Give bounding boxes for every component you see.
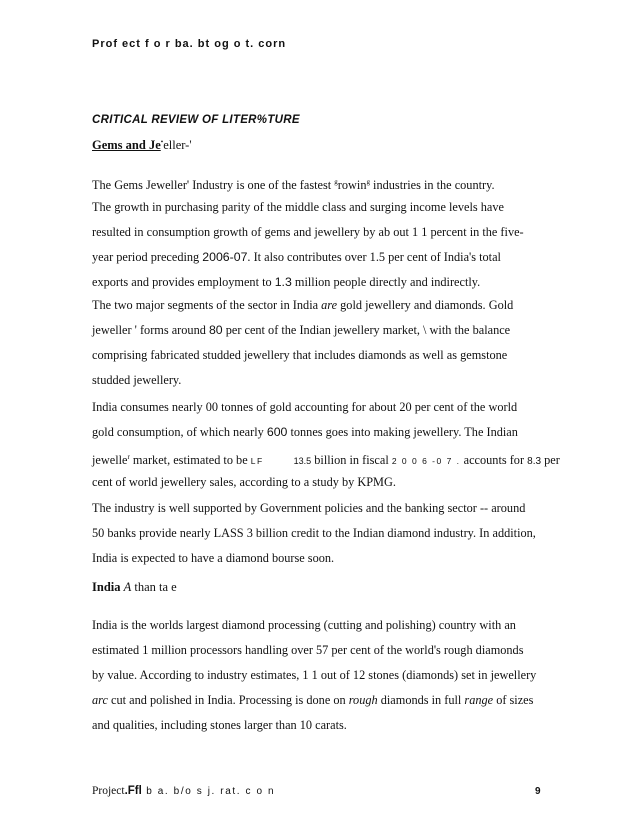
text-line (92, 270, 552, 295)
footer-site: b a. b/o s j. rat. c o n (141, 786, 276, 797)
text-line: The industry is well supported by Government policies and the banking sector -- around (92, 501, 526, 515)
text-span: cut and polished in India. Processing is done on (107, 693, 349, 707)
italic-text: rough (348, 693, 378, 707)
text-span: The two major segments of the sector in India (92, 298, 322, 312)
number-text: 1.3 (274, 275, 292, 289)
number-text: 80 (208, 323, 223, 337)
paragraph-2 (92, 293, 552, 393)
number-text: 8.3 (527, 456, 542, 468)
text-line (92, 445, 560, 470)
text-sup: r (127, 453, 130, 461)
subheading-rest: than ta e (131, 580, 177, 594)
page-footer (92, 785, 275, 797)
text-span: per (541, 453, 560, 468)
year-text: 2006-07 (202, 250, 248, 264)
page-header: Prof ect f o r ba. bt og o t. corn (92, 38, 287, 50)
text-line: cent of world jewellery sales, according to a study by KPMG. (92, 475, 396, 489)
text-line: India is expected to have a diamond bourse soon. (92, 551, 335, 565)
italic-text: arc (92, 693, 108, 707)
subheading-india-advantage (92, 580, 177, 595)
text-span: year period preceding (92, 250, 203, 264)
text-span: gold jewellery and diamonds. Gold (337, 298, 514, 312)
text-line (92, 245, 552, 270)
italic-text: are (321, 298, 338, 312)
text-line: and qualities, including stones larger than 10 carats. (92, 718, 347, 732)
page-number: 9 (535, 786, 541, 797)
text-sup: g (334, 178, 338, 186)
number-text: 600 (266, 425, 288, 439)
text-span: tonnes goes into making jewellery. The Indian (287, 425, 518, 439)
footer-mark: .Ffl (124, 785, 142, 797)
subheading-italic: A (123, 580, 132, 594)
text-line: India consumes nearly 00 tonnes of gold accounting for about 20 per cent of the world (92, 400, 518, 414)
subheading-gems-jewellery (92, 138, 192, 153)
text-line (92, 318, 552, 343)
text-line: 50 banks provide nearly LASS 3 billion credit to the Indian diamond industry. In addition, (92, 526, 536, 540)
text-span: jewelle (92, 453, 128, 468)
text-span: The Gems Jeweller' Industry is one of the fastest (92, 178, 335, 193)
text-line (92, 420, 552, 445)
text-sup: g (366, 178, 370, 186)
paragraph-4 (92, 496, 552, 571)
text-line: India is the worlds largest diamond processing (cutting and polishing) country with an (92, 618, 516, 632)
text-span: . It also contributes over 1.5 per cent of India's total (247, 250, 501, 264)
subheading-rest: eller-' (163, 138, 192, 153)
text-span: jeweller ' forms around (92, 323, 209, 337)
subheading-bold: India (92, 580, 121, 594)
text-span: diamonds in full (377, 693, 465, 707)
paragraph-1 (92, 170, 552, 295)
italic-text: range (464, 693, 494, 707)
text-span: million people directly and indirectly. (291, 275, 481, 289)
paragraph-3 (92, 395, 560, 495)
text-span: accounts for (460, 453, 528, 468)
text-span: billion in fiscal (311, 453, 392, 468)
paragraph-5 (92, 613, 552, 738)
text-line (92, 688, 552, 713)
text-span: gold consumption, of which nearly (92, 425, 267, 439)
currency-text: LF (250, 456, 264, 467)
text-span: exports and provides employment to (92, 275, 275, 289)
text-line: comprising fabricated studded jewellery that includes diamonds as well as gemstone (92, 348, 508, 362)
text-line: studded jewellery. (92, 373, 182, 387)
section-title: CRITICAL REVIEW OF LITER%TURE (92, 114, 300, 126)
number-text: 13.5 (293, 456, 312, 467)
footer-prefix: Project (92, 785, 125, 797)
subheading-sup: • (160, 138, 164, 146)
text-line (92, 293, 552, 318)
text-span: market, estimated to be (129, 453, 251, 468)
year-text: 2 0 0 6 -0 7 . (391, 456, 461, 467)
text-span: rowin (337, 178, 367, 193)
text-span: per cent of the Indian jewellery market, \ with the balance (222, 323, 511, 337)
text-line: resulted in consumption growth of gems and jewellery by ab out 1 1 percent in the five- (92, 225, 524, 239)
text-line: estimated 1 million processors handling over 57 per cent of the world's rough diamonds (92, 643, 524, 657)
text-line: The growth in purchasing parity of the middle class and surging income levels have (92, 200, 504, 214)
text-line: by value. According to industry estimates, 1 1 out of 12 stones (diamonds) set in jewellery (92, 668, 537, 682)
text-line (92, 170, 552, 195)
text-span: of sizes (493, 693, 534, 707)
text-span: industries in the country. (369, 178, 495, 193)
subheading-bold: Gems and Je (92, 138, 161, 153)
